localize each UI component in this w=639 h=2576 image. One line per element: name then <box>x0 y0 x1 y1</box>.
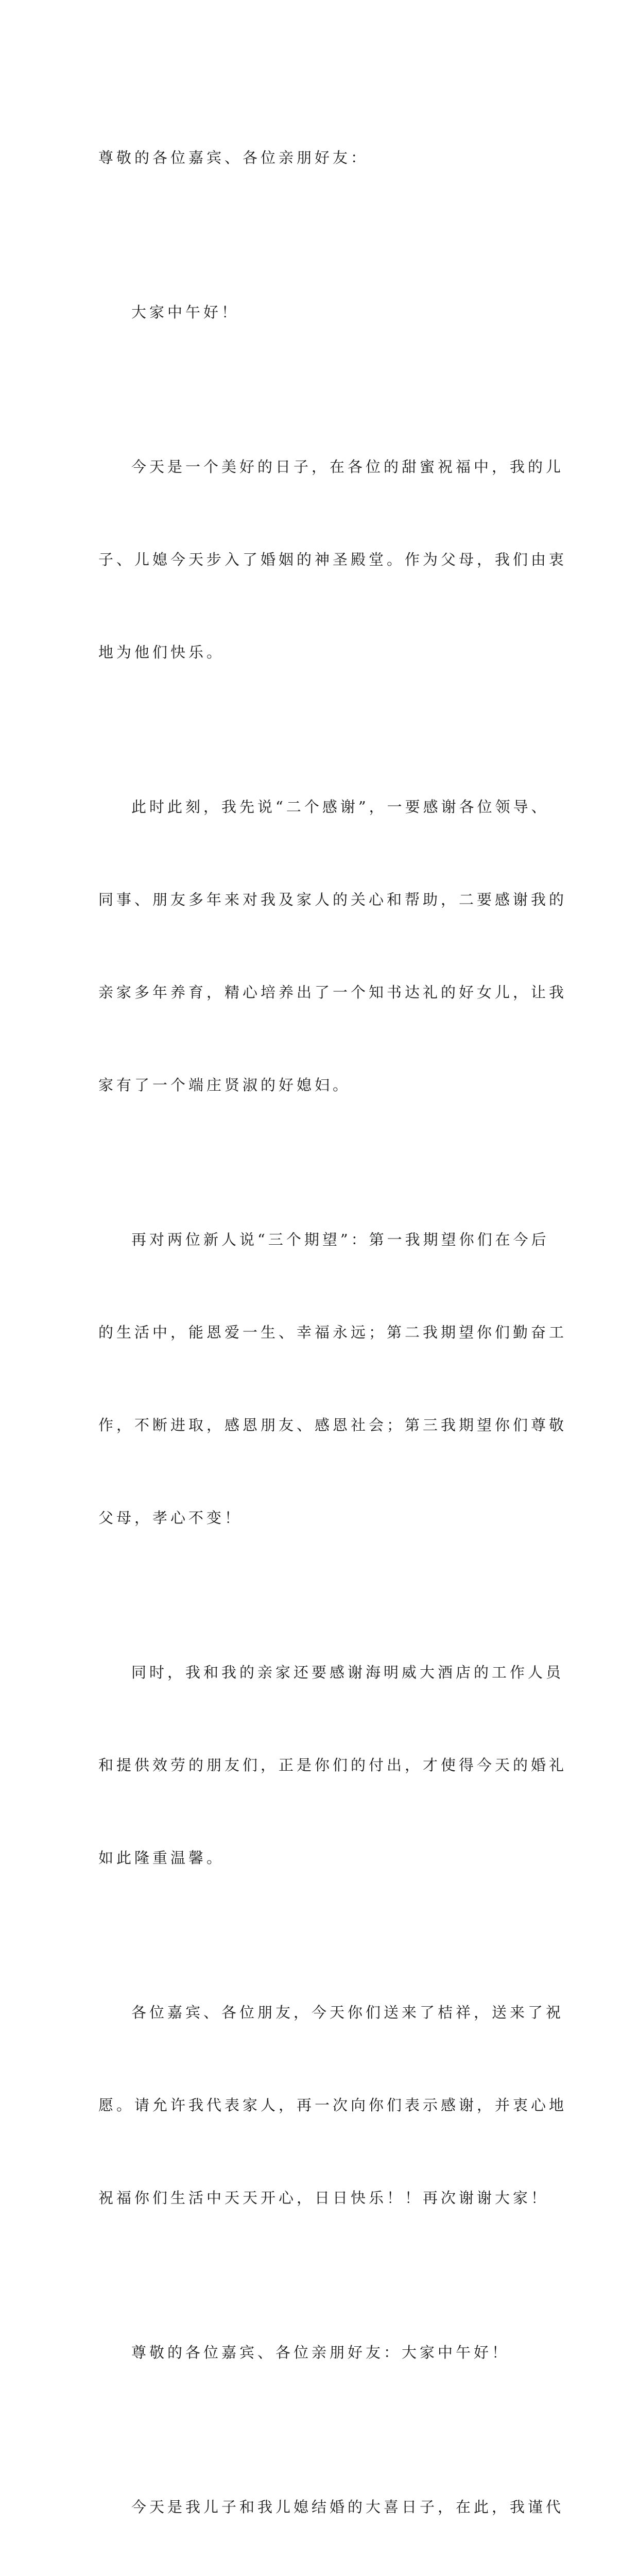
body-paragraph <box>98 2275 551 2430</box>
text-line: 家有了一个端庄贤淑的好媳妇。 <box>98 1076 351 1094</box>
text-line: 作，不断进取，感恩朋友、感恩社会；第三我期望你们尊敬 <box>98 1416 567 1434</box>
text-line: 今天是我儿子和我儿媳结婚的大喜日子，在此，我谨代 <box>131 2498 564 2516</box>
document-body <box>98 80 567 2576</box>
text-line: 同事、朋友多年来对我及家人的关心和帮助，二要感谢我的 <box>98 891 567 908</box>
body-paragraph <box>98 389 567 730</box>
text-line: 同时，我和我的亲家还要感谢海明威大酒店的工作人员 <box>131 1664 564 1681</box>
text-line: 各位嘉宾、各位朋友，今天你们送来了桔祥，送来了祝 <box>131 2004 564 2021</box>
text-line: 如此隆重温馨。 <box>98 1849 225 1867</box>
body-paragraph <box>98 1595 567 1935</box>
body-paragraph <box>98 1935 567 2275</box>
text-line: 亲家多年养育，精心培养出了一个知书达礼的好女儿，让我 <box>98 984 567 1001</box>
text-line: 祝福你们生活中天天开心，日日快乐！！再次谢谢大家！ <box>98 2189 549 2207</box>
text-line: 父母，孝心不变！ <box>98 1509 243 1527</box>
text-line: 此时此刻，我先说“二个感谢”，一要感谢各位领导、 <box>131 798 549 816</box>
body-paragraph <box>98 1162 567 1595</box>
text-line: 再对两位新人说“三个期望”：第一我期望你们在今后 <box>131 1231 549 1248</box>
text-line: 尊敬的各位嘉宾、各位亲朋好友： <box>98 149 369 166</box>
text-line: 尊敬的各位嘉宾、各位亲朋好友：大家中午好！ <box>131 2344 510 2361</box>
text-line: 的生活中，能恩爱一生、幸福永远；第二我期望你们勤奋工 <box>98 1324 567 1341</box>
salutation <box>98 80 551 235</box>
greeting-paragraph <box>98 235 551 389</box>
text-line: 愿。请允许我代表家人，再一次向你们表示感谢，并衷心地 <box>98 2096 567 2114</box>
body-paragraph <box>98 2430 564 2576</box>
text-line: 地为他们快乐。 <box>98 643 225 661</box>
text-line: 今天是一个美好的日子，在各位的甜蜜祝福中，我的儿 <box>131 458 564 476</box>
text-line: 大家中午好！ <box>131 303 240 321</box>
text-line: 子、儿媳今天步入了婚姻的神圣殿堂。作为父母，我们由衷 <box>98 551 567 568</box>
body-paragraph <box>98 730 567 1162</box>
text-line: 和提供效劳的朋友们，正是你们的付出，才使得今天的婚礼 <box>98 1756 567 1774</box>
